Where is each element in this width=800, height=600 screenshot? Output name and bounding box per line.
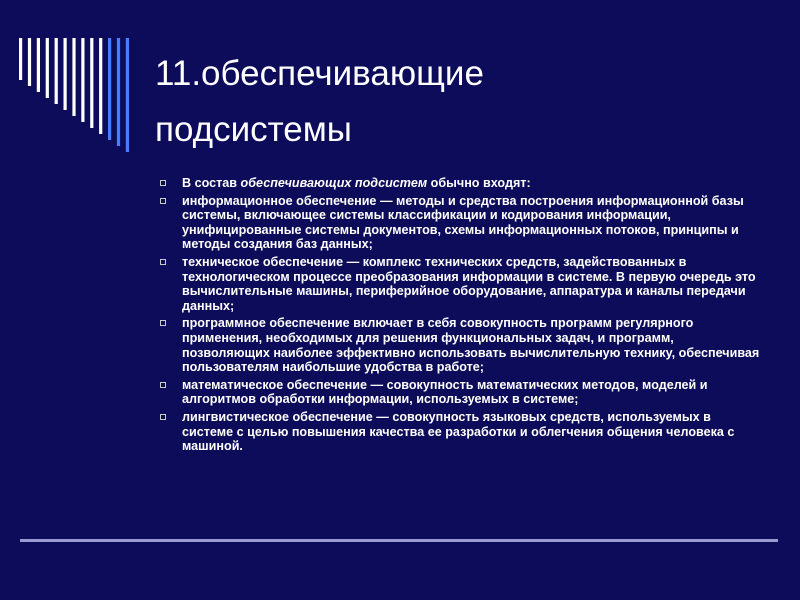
slide-title-line-1: 11.обеспечивающие	[155, 54, 484, 93]
decorative-stripe	[126, 38, 129, 152]
square-bullet-icon	[160, 259, 166, 265]
decorative-stripe	[90, 38, 93, 128]
decorative-stripe	[64, 38, 67, 110]
decorative-stripes	[0, 0, 140, 170]
bullet-text: программное обеспечение включает в себя совокупность программ регулярного применения, необходимых для решения функциональных задач, и программ, позволяющих наиболее эффективно использовать вычислительную технику, обеспечивая пользователям наибольшие удобства в работе;	[182, 316, 760, 375]
square-bullet-icon	[160, 198, 166, 204]
decorative-stripe	[19, 38, 22, 80]
slide-title-line-2: подсистемы	[155, 110, 352, 149]
decorative-stripe	[99, 38, 102, 134]
bottom-divider	[20, 539, 778, 542]
bullet-item-linguistic-support	[160, 410, 760, 454]
bullet-item-math-support	[160, 378, 760, 407]
decorative-stripe	[28, 38, 31, 86]
bullet-item-intro	[160, 176, 760, 191]
intro-before: В состав	[182, 176, 241, 190]
bullet-text: лингвистическое обеспечение — совокупность языковых средств, используемых в системе с целью повышения качества ее разработки и облегчения общения человека с машиной.	[182, 409, 735, 454]
square-bullet-icon	[160, 382, 166, 388]
bullet-item-technical-support	[160, 255, 760, 313]
decorative-stripe	[108, 38, 111, 140]
intro-after: обычно входят:	[427, 176, 531, 190]
bullet-item-information-support	[160, 194, 760, 252]
decorative-stripe	[46, 38, 49, 98]
intro-text	[182, 176, 531, 190]
decorative-stripe	[55, 38, 58, 104]
bullet-list	[160, 176, 760, 457]
decorative-stripe	[81, 38, 84, 122]
decorative-stripe	[72, 38, 75, 116]
bullet-text: информационное обеспечение — методы и средства построения информационной базы системы, включающее системы классификации и кодирования информации, унифицированные системы документов, схемы информационных потоков, принципы и методы создания баз данных;	[182, 193, 744, 252]
square-bullet-icon	[160, 320, 166, 326]
square-bullet-icon	[160, 180, 166, 186]
bullet-text: техническое обеспечение — комплекс технических средств, задействованных в технологическом процессе преобразования информации в системе. В первую очередь это вычислительные машины, периферийное оборудование, аппаратура и каналы передачи данных;	[182, 254, 756, 313]
intro-emphasis: обеспечивающих подсистем	[240, 176, 428, 190]
square-bullet-icon	[160, 414, 166, 420]
slide-title	[155, 46, 775, 158]
decorative-stripe	[37, 38, 40, 92]
bullet-text: математическое обеспечение — совокупность математических методов, моделей и алгоритмов обработки информации, используемых в системе;	[182, 377, 708, 407]
decorative-stripe	[117, 38, 120, 146]
bullet-item-software-support	[160, 316, 760, 374]
